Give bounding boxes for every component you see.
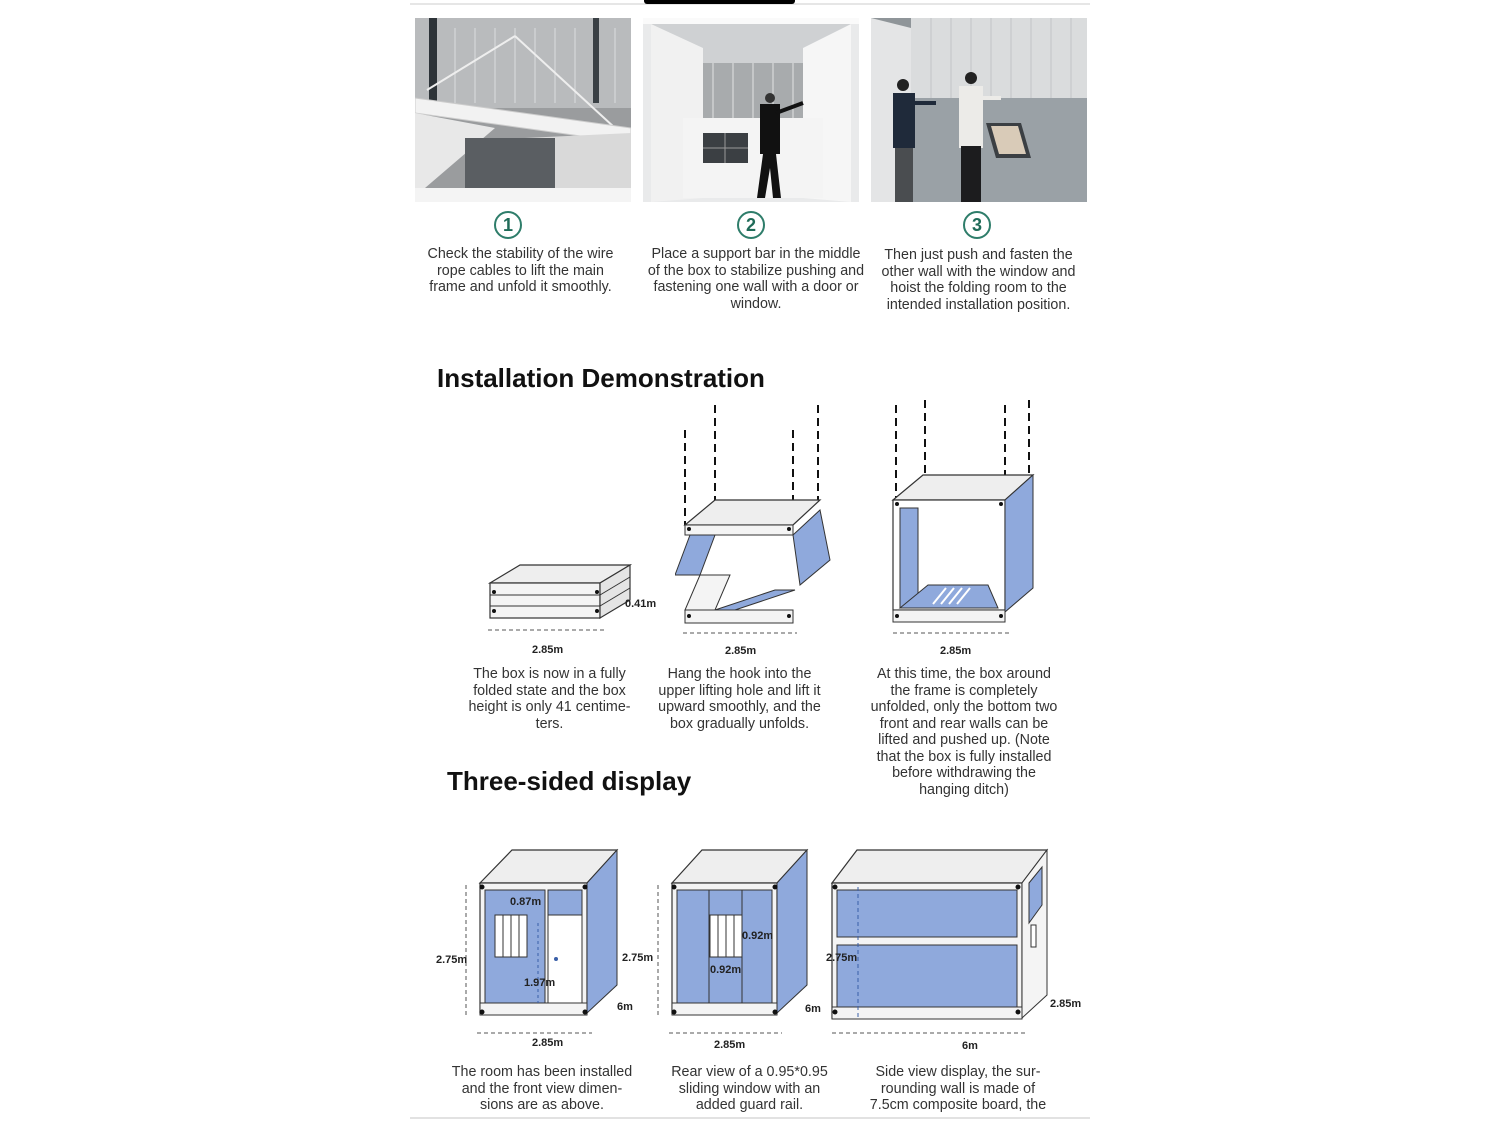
front-door-width-label: 0.87m <box>510 896 542 908</box>
unfolded-width-label: 2.85m <box>940 645 972 657</box>
rear-width-label: 2.85m <box>714 1039 746 1051</box>
demo-3-caption: At this time, the box around the frame is completely unfolded, only the bottom two front and rear walls can be lifted and pushed up. (Note that the box is fully installed before withdrawing the hanging ditch) <box>870 666 1058 798</box>
side-view-diagram <box>822 845 1090 1055</box>
step-2-photo <box>643 18 859 202</box>
rear-window-height-label: 0.92m <box>742 930 774 942</box>
step-3-photo <box>871 18 1087 202</box>
side-view-caption: Side view display, the sur-rounding wall is made of 7.5cm composite board, the <box>869 1064 1047 1113</box>
folded-height-label: 0.41m <box>625 598 657 610</box>
step-1-photo <box>415 18 631 202</box>
side-depth-label: 2.85m <box>1050 998 1082 1010</box>
step-1-number: 1 <box>494 211 522 239</box>
front-view-diagram <box>432 845 642 1055</box>
step-3-number: 3 <box>963 211 991 239</box>
step-2-caption: Place a support bar in the middle of the box to stabilize pushing and fastening one wall with a door or window. <box>647 246 865 312</box>
front-door-height-label: 1.97m <box>524 977 556 989</box>
folded-box-diagram <box>480 555 670 660</box>
unfolded-frame-diagram <box>888 400 1058 660</box>
scroll-indicator[interactable] <box>644 0 795 4</box>
demo-2-caption: Hang the hook into the upper lifting hole and lift it upward smoothly, and the box gradually unfolds. <box>658 666 821 732</box>
step-3-caption: Then just push and fasten the other wall with the window and hoist the folding room to the intended installation position. <box>881 247 1076 313</box>
installation-demo-heading: Installation Demonstration <box>437 363 765 393</box>
rear-view-caption: Rear view of a 0.95*0.95 sliding window with an added guard rail. <box>671 1064 828 1113</box>
step-2-number: 2 <box>737 211 765 239</box>
rear-height-label: 2.75m <box>622 952 654 964</box>
front-depth-label: 6m <box>617 1001 633 1013</box>
product-detail-page <box>410 0 1090 1120</box>
demo-1-caption: The box is now in a fully folded state and the box height is only 41 centime-ters. <box>468 666 631 732</box>
side-height-label: 2.75m <box>826 952 858 964</box>
front-height-label: 2.75m <box>436 954 468 966</box>
unfolding-width-label: 2.85m <box>725 645 757 657</box>
bottom-divider <box>410 1117 1090 1119</box>
folded-width-label: 2.85m <box>532 644 564 656</box>
side-length-label: 6m <box>962 1040 978 1052</box>
rear-view-diagram <box>622 845 837 1055</box>
three-sided-heading: Three-sided display <box>447 766 692 796</box>
rear-window-width-label: 0.92m <box>710 964 742 976</box>
rear-depth-label: 6m <box>805 1003 821 1015</box>
front-view-caption: The room has been installed and the front view dimen-sions are as above. <box>451 1064 633 1113</box>
front-width-label: 2.85m <box>532 1037 564 1049</box>
unfolding-box-diagram <box>675 400 845 660</box>
step-1-caption: Check the stability of the wire rope cables to lift the main frame and unfold it smoothly. <box>427 246 614 295</box>
